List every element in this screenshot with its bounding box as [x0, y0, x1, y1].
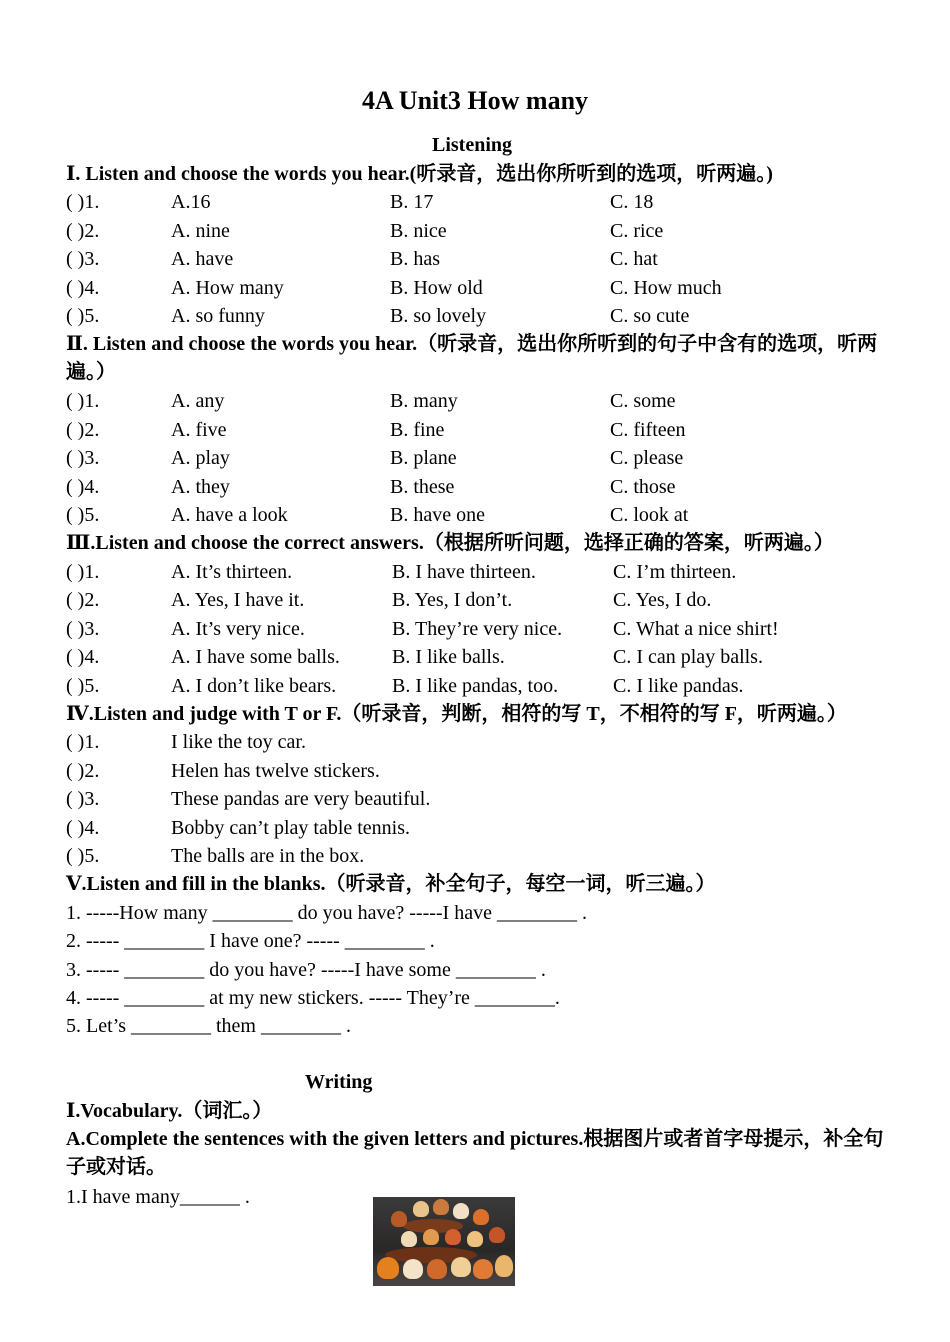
writing-heading: Writing — [305, 1071, 373, 1093]
s3-item-4 — [0, 645, 950, 669]
statement: These pandas are very beautiful. — [171, 788, 431, 810]
option-c: C. I like pandas. — [613, 675, 744, 697]
option-b: B. nice — [390, 220, 447, 242]
item-number: ( )4. — [66, 476, 100, 498]
option-c: C. those — [610, 476, 676, 498]
option-a: A. any — [171, 390, 225, 412]
option-c: C. What a nice shirt! — [613, 618, 779, 640]
section-2-heading: Ⅱ. Listen and choose the words you hear.（听录音，选出你所听到的句子中含有的选项，听两遍。） — [66, 333, 878, 383]
option-c: C. fifteen — [610, 419, 686, 441]
option-a: A. have a look — [171, 504, 288, 526]
s3-item-5 — [0, 674, 950, 698]
vocabulary-q1: 1.I have many______ . — [66, 1186, 250, 1208]
statement: Helen has twelve stickers. — [171, 760, 380, 782]
option-a: A. I don’t like bears. — [171, 675, 337, 697]
option-a: A. I have some balls. — [171, 646, 340, 668]
fill-line-5: 5. Let’s ________ them ________ . — [66, 1015, 351, 1037]
option-c: C. How much — [610, 277, 722, 299]
option-b: B. these — [390, 476, 455, 498]
item-number: ( )2. — [66, 589, 100, 611]
item-number: ( )4. — [66, 277, 100, 299]
s1-item-5 — [0, 304, 950, 328]
s2-item-1 — [0, 389, 950, 413]
vocabulary-instructions: A.Complete the sentences with the given letters and pictures.根据图片或者首字母提示，补全句子或对话。 — [66, 1128, 884, 1178]
option-c: C. I can play balls. — [613, 646, 763, 668]
s3-item-3 — [0, 617, 950, 641]
option-a: A. they — [171, 476, 230, 498]
option-c: C. so cute — [610, 305, 690, 327]
s4-item-1 — [0, 730, 950, 754]
option-a: A. so funny — [171, 305, 265, 327]
section-4-heading: Ⅳ.Listen and judge with T or F.（听录音，判断，相符的写 T，不相符的写 F，听两遍。） — [66, 703, 847, 725]
item-number: ( )2. — [66, 760, 100, 782]
fill-line-1: 1. -----How many ________ do you have? -----I have ________ . — [66, 902, 587, 924]
s2-item-5 — [0, 503, 950, 527]
item-number: ( )3. — [66, 447, 100, 469]
option-b: B. I have thirteen. — [392, 561, 536, 583]
vocabulary-heading: Ⅰ.Vocabulary.（词汇。） — [66, 1100, 273, 1122]
option-c: C. 18 — [610, 191, 654, 213]
option-b: B. How old — [390, 277, 483, 299]
option-c: C. hat — [610, 248, 658, 270]
option-c: C. some — [610, 390, 676, 412]
fill-line-2: 2. ----- ________ I have one? ----- ________ . — [66, 930, 435, 952]
statement: Bobby can’t play table tennis. — [171, 817, 411, 839]
item-number: ( )3. — [66, 618, 100, 640]
option-b: B. fine — [390, 419, 445, 441]
s4-item-3 — [0, 787, 950, 811]
option-c: C. please — [610, 447, 684, 469]
option-a: A. play — [171, 447, 230, 469]
cupcakes-photo-icon — [373, 1197, 515, 1286]
statement: The balls are in the box. — [171, 845, 365, 867]
option-b: B. I like balls. — [392, 646, 505, 668]
option-a: A. have — [171, 248, 234, 270]
s4-item-2 — [0, 759, 950, 783]
option-b: B. so lovely — [390, 305, 487, 327]
item-number: ( )3. — [66, 788, 100, 810]
option-b: B. plane — [390, 447, 457, 469]
s2-item-3 — [0, 446, 950, 470]
s3-item-1 — [0, 560, 950, 584]
option-a: A. Yes, I have it. — [171, 589, 305, 611]
item-number: ( )1. — [66, 731, 100, 753]
item-number: ( )5. — [66, 675, 100, 697]
section-1-heading: Ⅰ. Listen and choose the words you hear.(听录音，选出你所听到的选项，听两遍。) — [66, 163, 773, 185]
option-b: B. has — [390, 248, 440, 270]
item-number: ( )2. — [66, 419, 100, 441]
item-number: ( )1. — [66, 561, 100, 583]
option-b: B. I like pandas, too. — [392, 675, 559, 697]
option-a: A. nine — [171, 220, 230, 242]
option-c: C. rice — [610, 220, 664, 242]
item-number: ( )5. — [66, 845, 100, 867]
option-a: A. It’s thirteen. — [171, 561, 293, 583]
item-number: ( )5. — [66, 305, 100, 327]
fill-line-4: 4. ----- ________ at my new stickers. ----- They’re ________. — [66, 987, 560, 1009]
s1-item-3 — [0, 247, 950, 271]
item-number: ( )4. — [66, 817, 100, 839]
listening-heading: Listening — [432, 134, 513, 156]
section-5-heading: Ⅴ.Listen and fill in the blanks.（听录音，补全句子，每空一词，听三遍。） — [66, 873, 716, 895]
option-b: B. Yes, I don’t. — [392, 589, 513, 611]
item-number: ( )4. — [66, 646, 100, 668]
option-c: C. I’m thirteen. — [613, 561, 737, 583]
s4-item-5 — [0, 844, 950, 868]
s1-item-1 — [0, 190, 950, 214]
s1-item-4 — [0, 276, 950, 300]
s3-item-2 — [0, 588, 950, 612]
option-a: A. five — [171, 419, 227, 441]
option-a: A.16 — [171, 191, 211, 213]
fill-line-3: 3. ----- ________ do you have? -----I have some ________ . — [66, 959, 546, 981]
option-b: B. 17 — [390, 191, 434, 213]
option-a: A. How many — [171, 277, 284, 299]
s2-item-4 — [0, 475, 950, 499]
page-title: 4A Unit3 How many — [361, 86, 589, 115]
item-number: ( )5. — [66, 504, 100, 526]
section-3-heading: Ⅲ.Listen and choose the correct answers.（根据所听问题，选择正确的答案，听两遍。） — [66, 532, 834, 554]
option-a: A. It’s very nice. — [171, 618, 305, 640]
s4-item-4 — [0, 816, 950, 840]
s1-item-2 — [0, 219, 950, 243]
option-c: C. look at — [610, 504, 689, 526]
item-number: ( )3. — [66, 248, 100, 270]
item-number: ( )1. — [66, 390, 100, 412]
s2-item-2 — [0, 418, 950, 442]
statement: I like the toy car. — [171, 731, 306, 753]
item-number: ( )2. — [66, 220, 100, 242]
option-b: B. have one — [390, 504, 485, 526]
item-number: ( )1. — [66, 191, 100, 213]
option-b: B. They’re very nice. — [392, 618, 563, 640]
option-c: C. Yes, I do. — [613, 589, 712, 611]
option-b: B. many — [390, 390, 458, 412]
